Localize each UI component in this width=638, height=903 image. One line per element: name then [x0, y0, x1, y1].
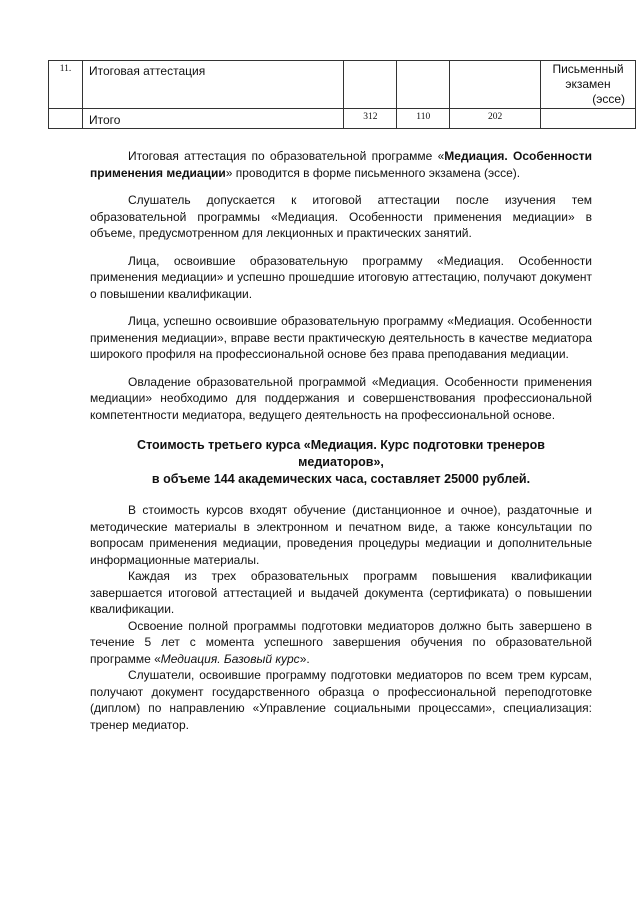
exam-cell [541, 61, 636, 109]
exam-line-3: (эссе) [592, 92, 625, 106]
practice-hours: 202 [450, 109, 541, 129]
paragraph-programs: Каждая из трех образовательных программ повышения квалификации завершается итоговой аттестацией и выдачей документа (сертификата) о повышении квалификации. [90, 569, 592, 616]
lecture-hours: 110 [397, 109, 450, 129]
paragraph-competence: Овладение образовательной программой «Медиация. Особенности применения медиации» необходимо для поддержания и совершенствования профессиональной компетентности медиатора, ведущего деятельность на профессиональной основе. [90, 374, 592, 422]
paragraph-practice-right: Лица, успешно освоившие образовательную программу «Медиация. Особенности применения медиации», вправе вести практическую деятельность в качестве медиатора широкого профиля на профессиональной основе без права преподавания медиации. [90, 314, 592, 361]
paragraph-final-attestation: Итоговая аттестация по образовательной программе «Медиация. Особенности применения медиации» проводится в форме письменного экзамена (эссе). [90, 149, 593, 180]
attestation-table [48, 60, 636, 129]
total-hours: 312 [344, 109, 397, 129]
empty-cell [344, 61, 397, 109]
document-body [90, 148, 592, 733]
paragraph-completion-term: Освоение полной программы подготовки медиаторов должно быть завершено в течение 5 лет с момента успешного завершения обучения по образовательной программе «Медиация. Базовый курс». [90, 618, 592, 666]
empty-cell [450, 61, 541, 109]
paragraph-price-includes: В стоимость курсов входят обучение (дистанционное и очное), раздаточные и методические материалы в электронном и печатном виде, а также консультации по вопросам применения медиации, проведения процедуры медиации и дополнительные информационные материалы. [90, 503, 592, 567]
exam-line-1: Письменный [552, 62, 624, 76]
price-heading: Стоимость третьего курса «Медиация. Курс подготовки тренеров медиаторов», в объеме 144 академических часа, составляет 25000 рублей. [137, 438, 545, 486]
exam-line-2: экзамен [565, 77, 611, 91]
empty-cell [541, 109, 636, 129]
table-row [49, 61, 636, 109]
row-name: Итоговая аттестация [82, 61, 343, 109]
paragraph-admission: Слушатель допускается к итоговой аттестации после изучения тем образовательной программы «Медиация. Особенности применения медиации» в объеме, предусмотренном для лекционных и практических занятий. [90, 193, 592, 240]
empty-cell [49, 109, 83, 129]
empty-cell [397, 61, 450, 109]
total-label: Итого [82, 109, 343, 129]
table-row [49, 109, 636, 129]
paragraph-certificate: Лица, освоившие образовательную программу «Медиация. Особенности применения медиации» и успешно прошедшие итоговую аттестацию, получают документ о повышении квалификации. [90, 253, 592, 301]
paragraph-diploma: Слушатели, освоившие программу подготовки медиаторов по всем трем курсам, получают документ государственного образца о профессиональной переподготовке (диплом) по направлению «Управление социальными процессами», специализация: тренер медиатор. [90, 668, 592, 732]
row-number: 11. [49, 61, 83, 109]
